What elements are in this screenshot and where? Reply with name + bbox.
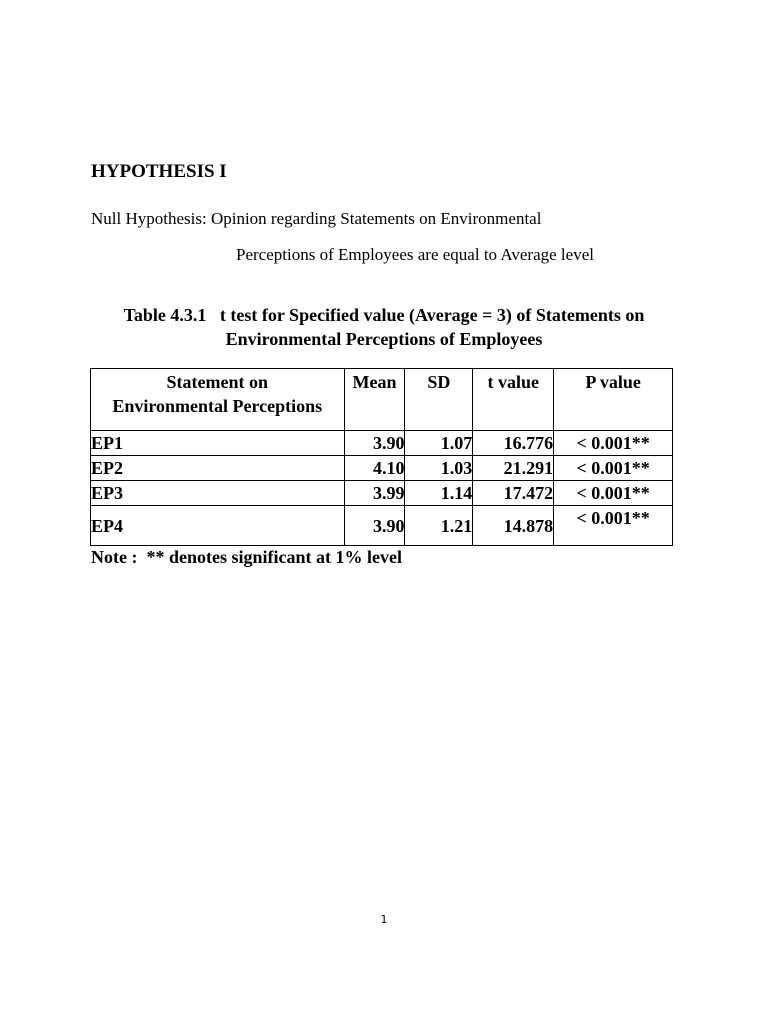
row-t-value: 17.472 [473,481,554,506]
row-t-value: 14.878 [473,506,554,546]
row-mean: 3.99 [344,481,405,506]
table-note: Note : ** denotes significant at 1% level [91,547,402,567]
row-sd: 1.03 [405,456,473,481]
table-row [91,456,673,481]
row-sd: 1.21 [405,506,473,546]
row-p-value: < 0.001** [554,481,673,506]
hypothesis-heading: HYPOTHESIS I [91,161,227,182]
row-label: EP1 [91,431,345,456]
row-t-value: 16.776 [473,431,554,456]
row-p-value: < 0.001** [554,431,673,456]
header-statement [91,369,345,431]
null-hypothesis-line-2: Perceptions of Employees are equal to Average level [236,245,594,264]
row-p-value: < 0.001** [554,456,673,481]
table-caption-line-1: Table 4.3.1 t test for Specified value (Average = 3) of Statements on [123,305,645,325]
row-t-value: 21.291 [473,456,554,481]
row-mean: 3.90 [344,431,405,456]
null-hypothesis-line-1: Null Hypothesis: Opinion regarding Statements on Environmental [91,209,542,228]
row-sd: 1.07 [405,431,473,456]
t-test-table [90,368,673,546]
row-label: EP4 [91,506,345,546]
table-caption-line-2: Environmental Perceptions of Employees [225,329,543,349]
header-statement-line-1: Statement on [166,372,268,392]
row-label: EP3 [91,481,345,506]
table-row [91,506,673,546]
row-p-value: < 0.001** [554,506,673,546]
header-t-value: t value [473,369,554,431]
row-label: EP2 [91,456,345,481]
table-caption [60,303,708,351]
header-mean: Mean [344,369,405,431]
table-header-row [91,369,673,431]
header-statement-line-2: Environmental Perceptions [112,396,323,416]
table-row [91,431,673,456]
row-sd: 1.14 [405,481,473,506]
header-sd: SD [405,369,473,431]
row-mean: 3.90 [344,506,405,546]
page-number: 1 [380,913,388,926]
header-p-value: P value [554,369,673,431]
row-mean: 4.10 [344,456,405,481]
table-row [91,481,673,506]
